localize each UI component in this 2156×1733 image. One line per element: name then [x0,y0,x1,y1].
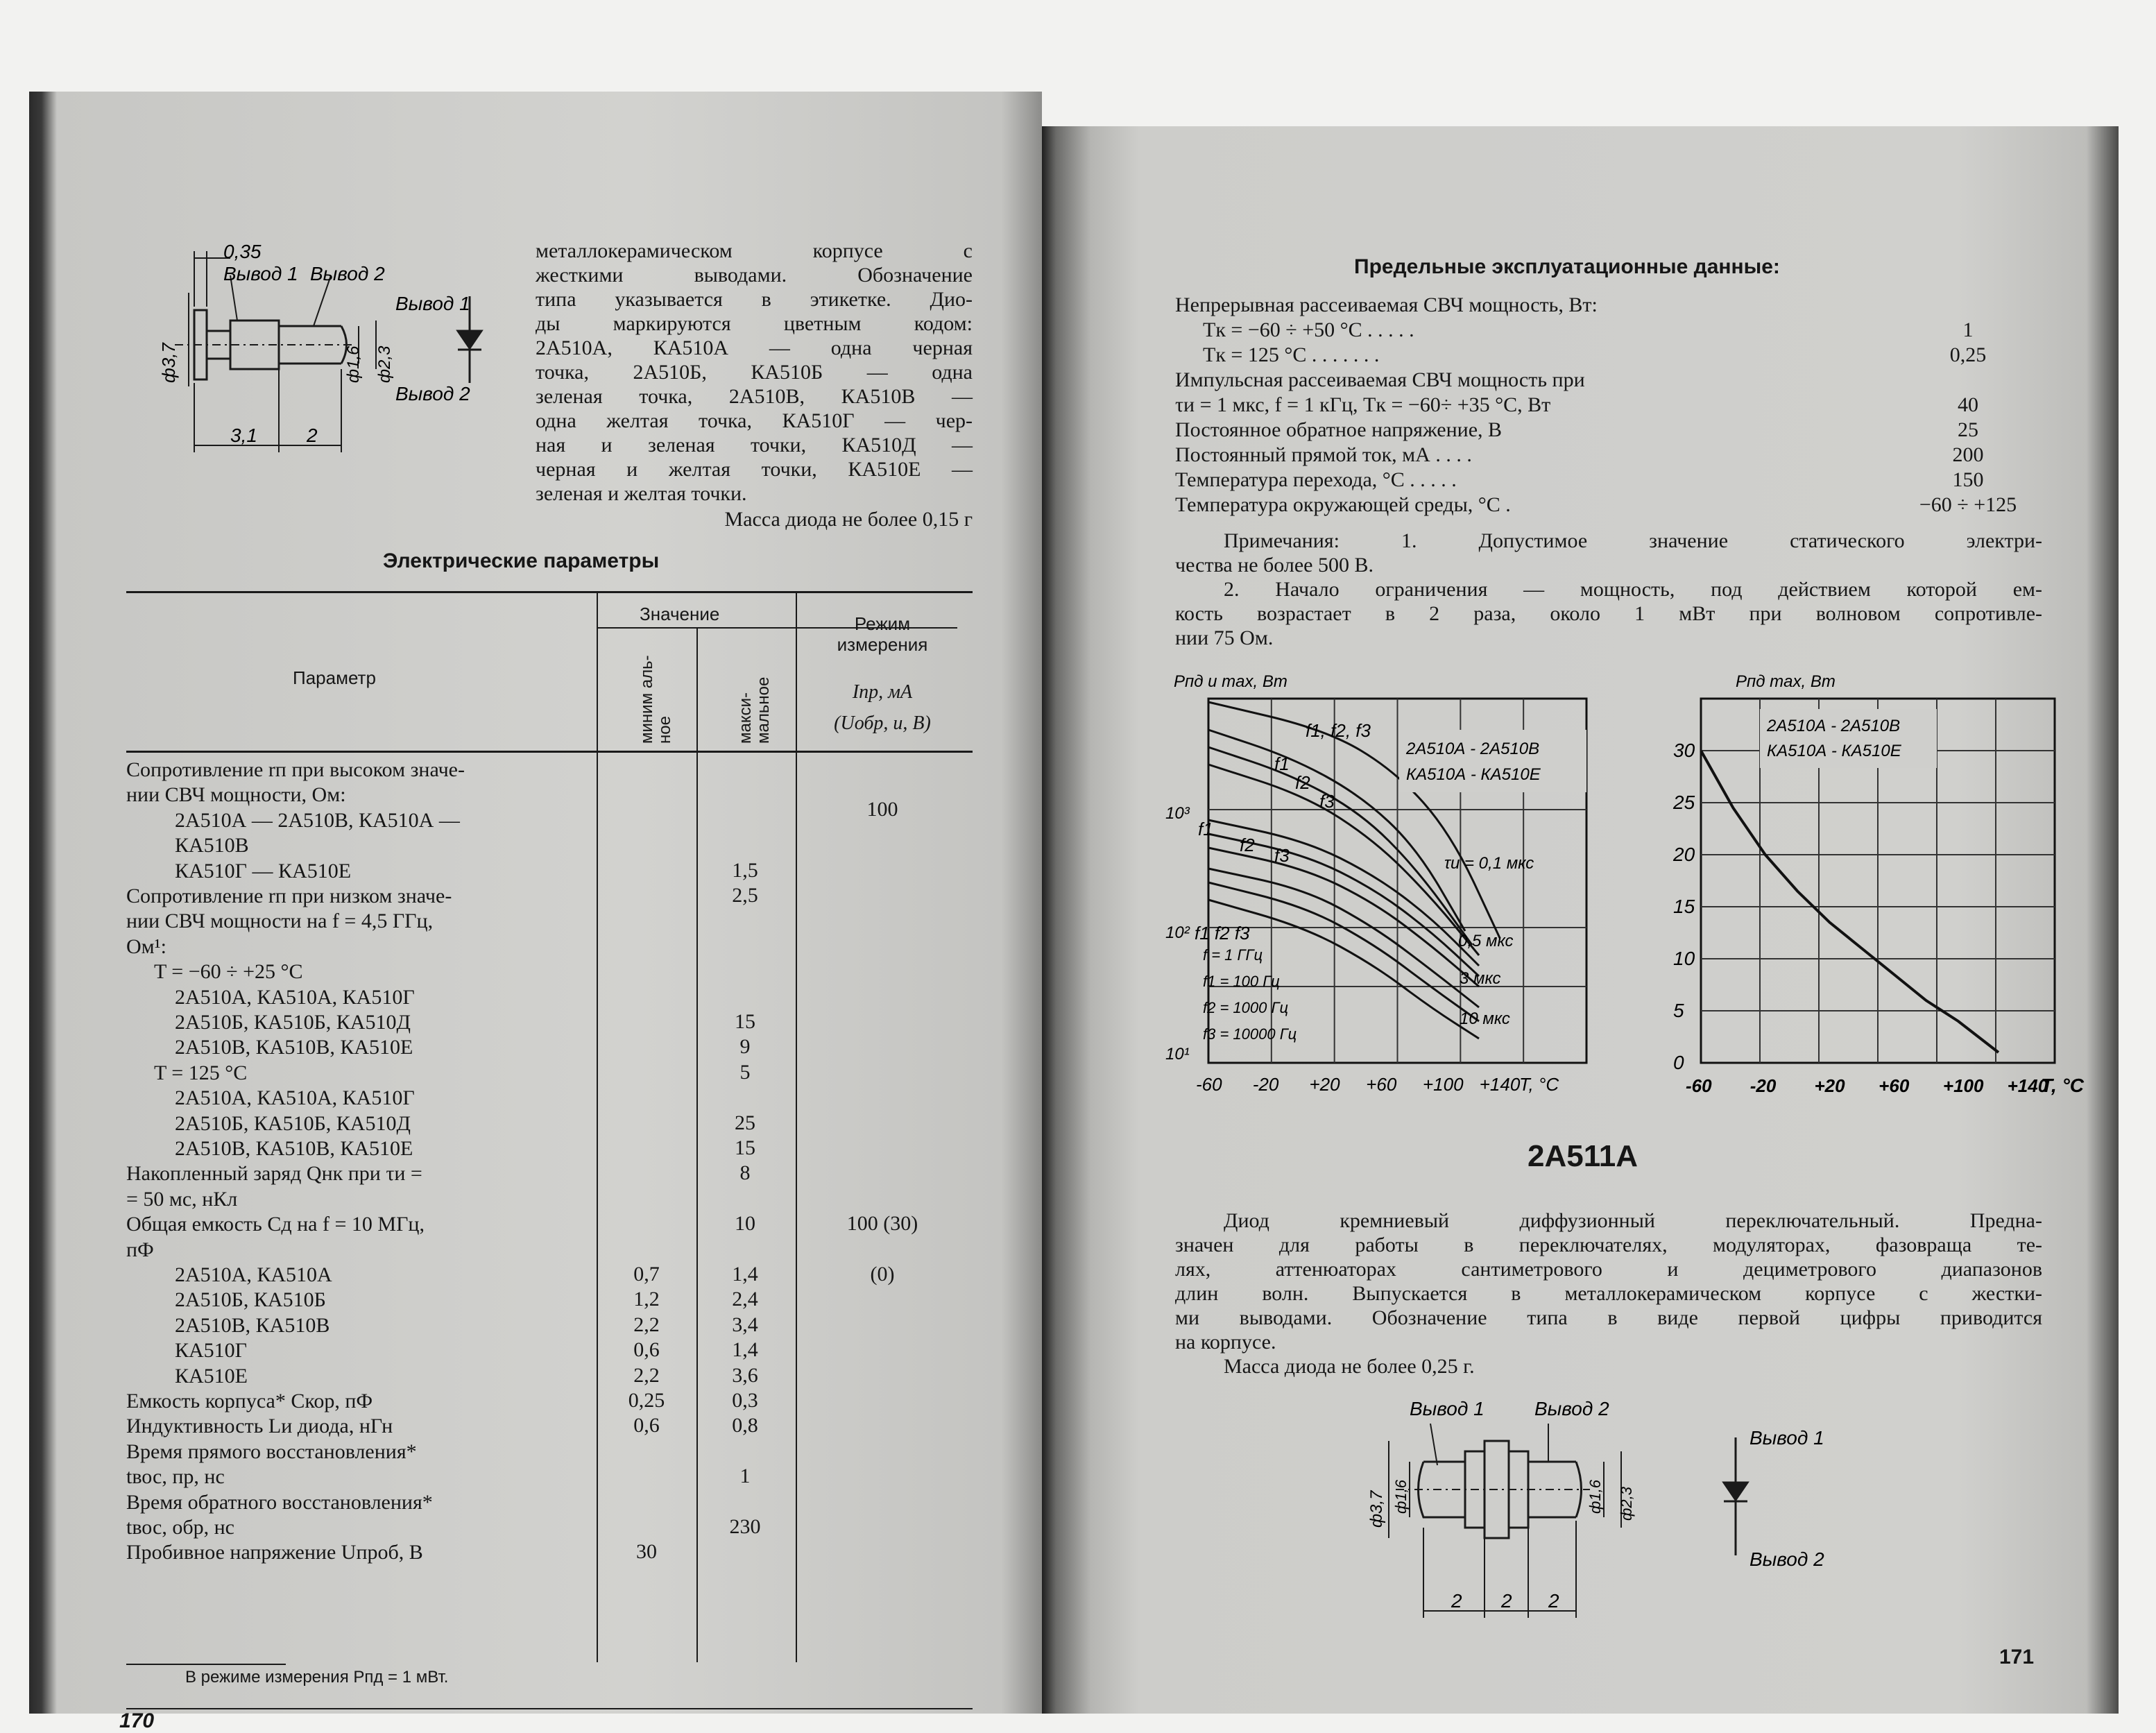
freq-label: f2 = 1000 Гц [1203,999,1289,1016]
limit-label: Постоянный прямой ток, мА . . . . [1175,443,1472,466]
right-page [1042,126,2119,1714]
param-row-text: 2А510А, КА510А, КА510Г [175,1086,415,1110]
dia-outer: ф3,7 [158,343,179,383]
y-tick: 0 [1673,1052,1684,1073]
param-row-text: 2А510А, КА510А, КА510Г [175,985,415,1009]
max_vals-cell: 1,4 [732,1263,758,1286]
max_vals-cell: 9 [739,1035,751,1059]
chart2-ylabel: Pпд max, Вт [1736,672,1836,691]
param-row-text: 2А510А, КА510А [175,1263,332,1286]
intro-line: ная и зеленая точки, КА510Д — [536,434,973,456]
max_vals-cell: 3,4 [732,1313,758,1336]
limit-label: Постоянное обратное напряжение, В [1175,418,1503,441]
col-divider [796,592,797,1662]
sym-lead2: Вывод 2 [395,383,470,404]
y-tick: 30 [1673,740,1695,761]
max_vals-cell: 0,3 [732,1389,758,1412]
pulse-label: τи = 0,1 мкс [1444,854,1534,873]
param-row-text: Емкость корпуса* Cкор, пФ [126,1390,373,1412]
param-row-text: = 50 мс, нКл [126,1187,238,1211]
param-row-text: КА510Е [175,1364,248,1388]
chart2-legend1: 2А510А - 2А510В [1767,717,1901,735]
lead2-label: Вывод 2 [1534,1398,1609,1419]
curve-label: f2 [1240,835,1255,855]
len2: 2 [307,425,318,446]
desc-line: ми выводами. Обозначение типа в виде первой цифры приводится [1175,1306,2042,1329]
col-divider [597,592,598,1662]
param-row-text: Время прямого восстановления* [126,1440,417,1463]
x-tick: -60 [1686,1075,1712,1096]
notes [1175,529,2042,650]
x-tick: +140 [2007,1075,2048,1096]
param-row-text: tвос, пр, нс [126,1465,225,1489]
sym-lead2: Вывод 2 [1749,1548,1824,1570]
intro-line: типа указывается в этикетке. Дио- [536,288,973,311]
power-curve [1208,900,1479,1039]
intro-line: зеленая и желтая точки. [536,482,747,505]
y-tick: 10² [1165,923,1190,942]
param-row-text: КА510В [175,834,249,857]
y-tick: 20 [1673,844,1695,865]
desc-line: значен для работы в переключателях, модуляторах, фазовраща те- [1175,1233,2042,1256]
max_vals-cell: 25 [735,1111,755,1134]
bottom-rule [126,1708,973,1709]
curve-label: f3 [1319,791,1335,812]
chart1-legend2: КА510А - КА510Е [1406,765,1541,784]
limit-value: 40 [1958,393,1978,416]
lead1-label: Вывод 1 [1410,1398,1485,1419]
max_vals-cell: 1 [739,1465,751,1488]
header-min: миним аль-ное [638,655,674,744]
pulse-label: 10 мкс [1460,1009,1510,1028]
table-top-rule [126,591,973,593]
param-row-text: Общая емкость Cд на f = 10 МГц, [126,1213,425,1236]
y-tick: 10 [1673,948,1695,969]
min_vals-cell: 0,6 [633,1338,660,1362]
mass-text-right: Масса диода не более 0,25 г. [1224,1355,1475,1378]
curve-label: f1 [1274,753,1290,774]
desc-line: Диод кремниевый диффузионный переключательный. Предна- [1224,1209,2042,1232]
limit-value: 200 [1952,443,1984,466]
page-number-left: 170 [119,1709,155,1732]
len: 2 [1501,1590,1512,1612]
param-row-text: 2А510В, КА510В [175,1313,330,1337]
chart1-legend1: 2А510А - 2А510В [1406,740,1540,758]
desc-line: лях, аттенюаторах сантиметрового и дециметрового диапазонов [1175,1258,2042,1281]
x-tick: +60 [1879,1075,1910,1096]
max_vals-cell: 15 [735,1010,755,1033]
len: 2 [1548,1590,1559,1612]
header-mode-sub2: (Uобр, и, В) [834,712,931,734]
mode_vals-cell: (0) [870,1263,895,1286]
desc-line: на корпусе. [1175,1331,1276,1354]
note-line: 2. Начало ограничения — мощность, под действием которой ем- [1224,578,2042,601]
limit-label: Импульсная рассеиваемая СВЧ мощность при [1175,368,1585,391]
diode-outline-drawing [133,241,563,473]
footnote-rule [126,1664,286,1665]
x-tick: +20 [1814,1075,1845,1096]
chart1-ylabel: Pпд и max, Вт [1174,672,1287,691]
param-row-text: пФ [126,1238,154,1261]
freq-label: f3 = 10000 Гц [1203,1025,1297,1043]
limit-label: Tк = 125 °C . . . . . . . [1203,343,1380,366]
y-tick: 10³ [1165,804,1190,823]
pulse-label: 0,5 мкс [1458,932,1514,950]
param-row-text: нии СВЧ мощности на f = 4,5 ГГц, [126,910,434,933]
header-mode: Режим измерения [837,613,928,655]
x-tick: -20 [1749,1075,1777,1096]
y-tick: 5 [1673,1000,1684,1021]
limit-label: Непрерывная рассеиваемая СВЧ мощность, Вт: [1175,293,1598,316]
param-row-text: Время обратного восстановления* [126,1490,433,1514]
header-bottom-rule [126,751,973,753]
x-tick: +100 [1423,1074,1464,1095]
header-mode-sub1: Iпр, мА [852,681,913,703]
max_vals-cell: 230 [729,1515,761,1538]
note-line: нии 75 Ом. [1175,626,1274,649]
max_vals-cell: 5 [739,1060,751,1084]
power-curve [1208,848,1479,987]
y-tick: 25 [1673,792,1695,813]
min_vals-cell: 0,25 [628,1389,665,1412]
param-row-text: КА510Г — КА510Е [175,859,352,882]
param-row-text: 2А510Б, КА510Б [175,1288,326,1312]
min_vals-cell: 0,6 [633,1414,660,1437]
dia-right-outer: ф2,3 [1618,1487,1635,1521]
dia-left-outer: ф3,7 [1367,1490,1386,1528]
dia-right-inner: ф1,6 [1586,1480,1604,1514]
chart-pulse-power [1153,660,1597,1104]
chart2-xlabel: T, °C [2041,1075,2085,1096]
limit-label: τи = 1 мкс, f = 1 кГц, Tк = −60÷ +35 °C, Вт [1175,393,1551,416]
max_vals-cell: 8 [739,1161,751,1185]
intro-line: 2А510А, КА510А — одна черная [536,336,973,359]
dia-mid: ф1,6 [344,345,363,383]
limit-value: 1 [1962,318,1974,341]
intro-line: зеленая точка, 2А510В, КА510В — [536,385,973,408]
limit-label: Температура перехода, °C . . . . . [1175,468,1457,491]
param-row-text: T = −60 ÷ +25 °C [154,960,303,984]
pulse-label: 3 мкс [1460,969,1501,988]
sym-lead1: Вывод 1 [1749,1427,1824,1449]
header-max: макси-мальное [736,676,773,744]
intro-line: одна желтая точка, КА510Г — чер- [536,409,973,432]
diode-2a511a-drawing [1347,1396,1847,1639]
dim-top: 0,35 [223,241,262,262]
lead2-label: Вывод 2 [310,263,385,284]
param-row-text: КА510Г [175,1339,248,1363]
sym-lead1: Вывод 1 [395,293,470,314]
freq-label: f1 = 100 Гц [1203,973,1280,990]
param-row-text: Накопленный заряд Qнк при τи = [126,1162,422,1186]
x-tick: +20 [1309,1074,1340,1095]
footnote: В режиме измерения Pпд = 1 мВт. [185,1668,449,1687]
param-row-text: Сопротивление rп при низком значе- [126,885,452,907]
min_vals-cell: 1,2 [633,1288,660,1311]
param-row-text: нии СВЧ мощности, Ом: [126,783,346,807]
max_vals-cell: 2,4 [732,1288,758,1311]
intro-paragraph [536,239,973,531]
min_vals-cell: 2,2 [633,1363,660,1387]
max_vals-cell: 15 [735,1136,755,1159]
x-tick: +60 [1366,1074,1397,1095]
header-value: Значение [640,604,720,624]
mass-text: Масса диода не более 0,15 г [724,508,973,531]
page-number-right: 171 [1999,1646,2035,1668]
limit-value: 0,25 [1949,343,1987,366]
section-title: 2А511А [1528,1139,1639,1173]
y-tick: 10¹ [1165,1045,1190,1064]
max_vals-cell: 2,5 [732,884,758,907]
intro-line: черная и желтая точки, КА510Е — [536,458,973,481]
note-line: Примечания: 1. Допустимое значение статического электри- [1224,529,2042,552]
limit-value: −60 ÷ +125 [1919,493,2017,516]
curve-label: f1, f2, f3 [1306,720,1371,741]
param-row-text: tвос, обр, нс [126,1516,234,1539]
header-param: Параметр [293,667,376,688]
x-tick: +100 [1942,1075,1984,1096]
note-line: кость возрастает в 2 раза, около 1 мВт при волновом сопротивле- [1175,602,2042,625]
param-row-text: Сопротивление rп при высоком значе- [126,758,465,781]
description [1175,1209,2042,1378]
param-row-text: Пробивное напряжение Uпроб, В [126,1541,423,1564]
param-row-text: 2А510Б, КА510Б, КА510Д [175,1111,411,1135]
curve-label: f2 [1295,772,1310,793]
curve-label: f1 [1198,819,1213,839]
mode_vals-cell: 100 [866,798,898,821]
param-row-text: 2А510В, КА510В, КА510Е [175,1137,413,1160]
dia-right: ф2,3 [375,345,394,383]
x-tick: +140 [1479,1074,1521,1095]
curve-label: f1 f2 f3 [1195,923,1250,944]
param-row-text: 2А510Б, КА510Б, КА510Д [175,1011,411,1034]
power-derating-curve [1701,751,1999,1052]
x-tick: -20 [1252,1074,1279,1095]
intro-line: жесткими выводами. Обозначение [536,264,973,287]
max_vals-cell: 1,4 [732,1338,758,1362]
col-divider [696,629,698,1662]
limit-label: Tк = −60 ÷ +50 °C . . . . . [1203,318,1414,341]
max_vals-cell: 3,6 [732,1363,758,1387]
limit-label: Температура окружающей среды, °C . [1175,493,1511,516]
limits-title: Предельные эксплуатационные данные: [1354,255,1780,278]
desc-line: длин волн. Выпускается в металлокерамическом корпусе с жестки- [1175,1282,2042,1305]
x-tick: -60 [1196,1074,1222,1095]
chart2-legend2: КА510А - КА510Е [1767,742,1901,760]
param-row-text: Ом¹: [126,934,166,958]
mode_vals-cell: 100 (30) [846,1212,918,1236]
left-page [29,92,1042,1732]
limit-value: 25 [1958,418,1978,441]
param-row-text: T = 125 °C [154,1061,248,1084]
note-line: чества не более 500 В. [1175,554,1374,577]
min_vals-cell: 2,2 [633,1313,660,1336]
max_vals-cell: 1,5 [732,858,758,882]
min_vals-cell: 30 [636,1540,657,1564]
chart-continuous-power [1632,660,2085,1104]
max_vals-cell: 0,8 [732,1414,758,1437]
curve-label: f3 [1274,845,1290,866]
len: 2 [1451,1590,1462,1612]
intro-line: металлокерамическом корпусе с [536,239,973,262]
min_vals-cell: 0,7 [633,1263,660,1286]
limit-value: 150 [1952,468,1984,491]
dia-left-inner: ф1,6 [1392,1480,1410,1514]
param-row-text: 2А510А — 2А510В, КА510А — [175,808,460,832]
param-row-text: 2А510В, КА510В, КА510Е [175,1036,413,1059]
param-row-text: Индуктивность Lи диода, нГн [126,1415,393,1438]
table-title: Электрические параметры [383,549,660,572]
intro-line: точка, 2А510Б, КА510Б — одна [536,361,973,384]
max_vals-cell: 10 [735,1212,755,1236]
freq-label: f = 1 ГГц [1203,946,1263,964]
lead1-label: Вывод 1 [223,263,298,284]
intro-line: ды маркируются цветным кодом: [536,312,973,335]
chart1-xlabel: T, °C [1519,1074,1559,1095]
y-tick: 15 [1673,896,1695,917]
len1: 3,1 [230,425,257,446]
